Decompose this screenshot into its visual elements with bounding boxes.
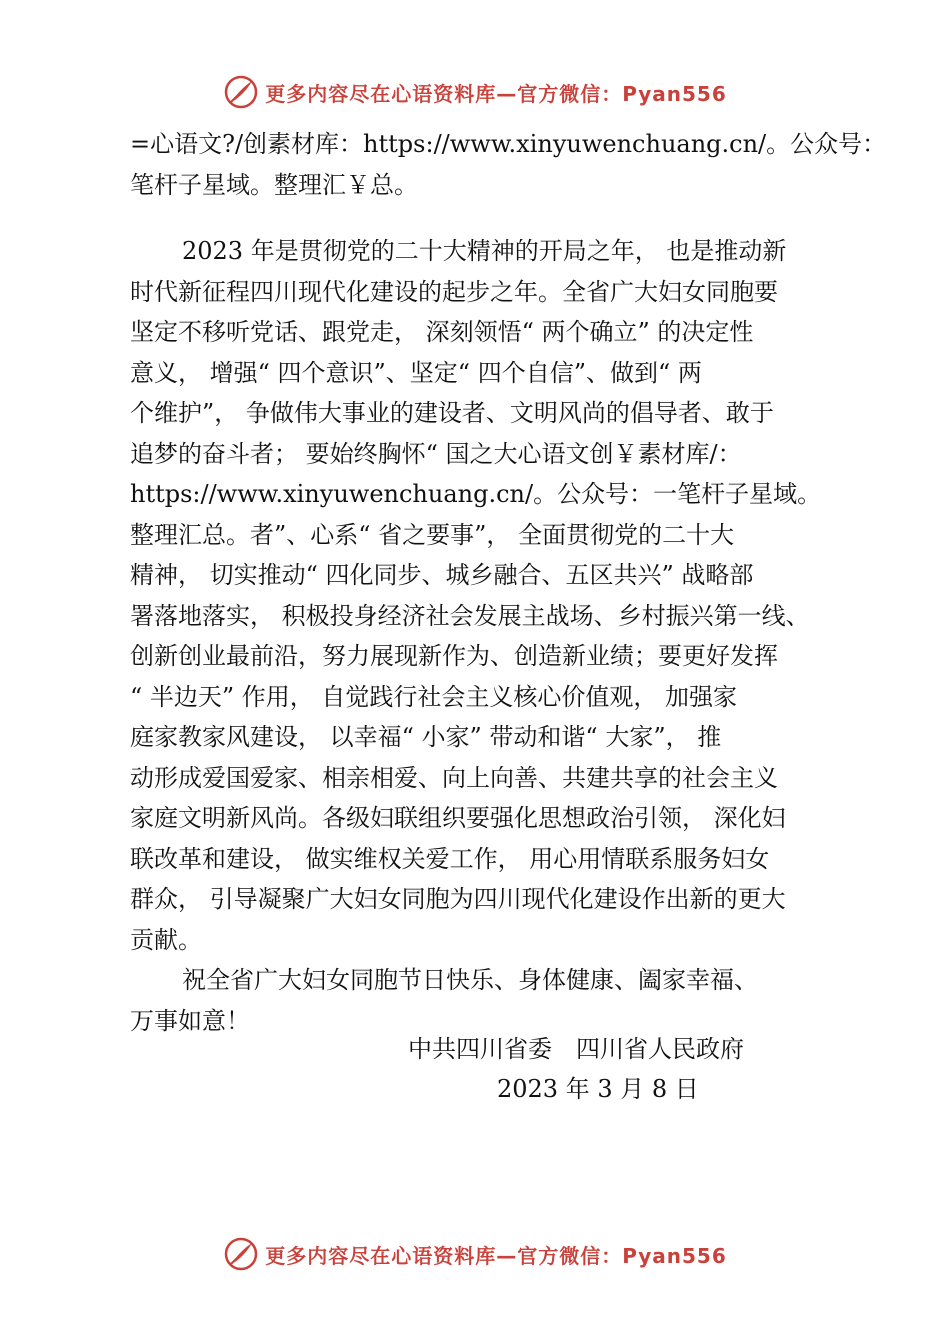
date: 2023 年 3 月 8 日 bbox=[497, 1075, 699, 1103]
paragraph-line: 署落地落实， 积极投身经济社会发展主战场、乡村振兴第一线、 bbox=[130, 601, 810, 630]
closing-line: 祝全省广大妇女同胞节日快乐、身体健康、阖家幸福、 bbox=[182, 966, 758, 994]
paragraph-line: 贡献。 bbox=[130, 925, 202, 954]
paragraph-line: 家庭文明新风尚。各级妇联组织要强化思想政治引领， 深化妇 bbox=[130, 804, 786, 832]
intro-line: 笔杆子星域。整理汇￥总。 bbox=[130, 170, 418, 199]
document-body bbox=[130, 124, 887, 1041]
paragraph-line: 个维护”， 争做伟大事业的建设者、文明风尚的倡导者、敢于 bbox=[130, 399, 774, 427]
paragraph-line: 创新创业最前沿，努力展现新作为、创造新业绩；要更好发挥 bbox=[130, 642, 778, 670]
paragraph-line: 庭家教家风建设， 以幸福“ 小家” 带动和谐“ 大家”， 推 bbox=[130, 723, 722, 751]
signature: 中共四川省委 四川省人民政府 bbox=[408, 1035, 744, 1063]
paragraph-line: 时代新征程四川现代化建设的起步之年。全省广大妇女同胞要 bbox=[130, 277, 778, 306]
paragraph-line: 2023 年是贯彻党的二十大精神的开局之年， 也是推动新 bbox=[182, 237, 787, 265]
paragraph-line: 意义， 增强“ 四个意识”、坚定“ 四个自信”、做到“ 两 bbox=[130, 358, 702, 387]
paragraph-line: https://www.xinyuwenchuang.cn/。公众号：一笔杆子星域。 bbox=[130, 480, 822, 508]
paragraph-line: 动形成爱国爱家、相亲相爱、向上向善、共建共享的社会主义 bbox=[130, 763, 778, 792]
paragraph-line: 联改革和建设， 做实维权关爱工作， 用心用情联系服务妇女 bbox=[130, 844, 770, 873]
watermark-text: 更多内容尽在心语资料库—官方微信：Pyan556 bbox=[265, 81, 727, 106]
closing-line: 万事如意！ bbox=[130, 1006, 250, 1035]
paragraph-line: 精神， 切实推动“ 四化同步、城乡融合、五区共兴” 战略部 bbox=[130, 561, 754, 589]
watermark-text: 更多内容尽在心语资料库—官方微信：Pyan556 bbox=[265, 1243, 727, 1268]
intro-line: =心语文?/创素材库：https://www.xinyuwenchuang.cn/。公众号： bbox=[130, 130, 887, 158]
quill-logo-icon bbox=[223, 1236, 259, 1272]
quill-logo-icon bbox=[223, 74, 259, 110]
watermark-banner-bottom bbox=[0, 1232, 950, 1276]
paragraph-line: “ 半边天” 作用， 自觉践行社会主义核心价值观， 加强家 bbox=[130, 682, 738, 711]
paragraph-line: 坚定不移听党话、跟党走， 深刻领悟“ 两个确立” 的决定性 bbox=[130, 318, 754, 346]
paragraph-line: 追梦的奋斗者； 要始终胸怀“ 国之大心语文创￥素材库/： bbox=[130, 439, 742, 468]
paragraph-line: 整理汇总。者”、心系“ 省之要事”， 全面贯彻党的二十大 bbox=[130, 520, 735, 549]
watermark-banner-top bbox=[0, 70, 950, 114]
paragraph-line: 群众， 引导凝聚广大妇女同胞为四川现代化建设作出新的更大 bbox=[130, 885, 786, 913]
